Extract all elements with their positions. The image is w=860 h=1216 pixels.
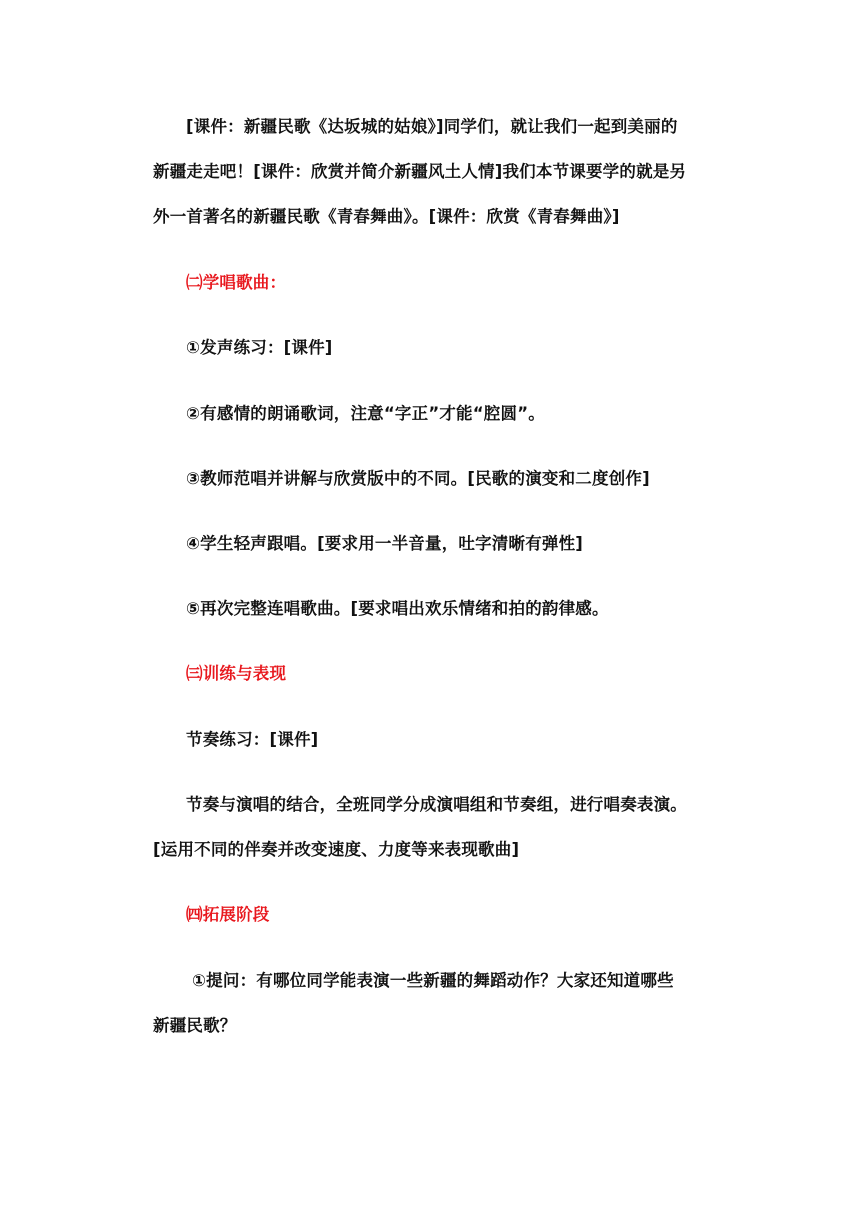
- rhythm-practice: 节奏练习：[课件]: [186, 730, 319, 749]
- combine-line-1: 节奏与演唱的结合，全班同学分成演唱组和节奏组，进行唱奏表演。: [186, 795, 687, 814]
- step-5: ⑤再次完整连唱歌曲。[要求唱出欢乐情绪和拍的韵律感。: [186, 599, 609, 618]
- section-two-heading: ㈡学唱歌曲：: [186, 273, 287, 292]
- question-paragraph: [153, 958, 713, 1048]
- combine-line-2: [运用不同的伴奏并改变速度、力度等来表现歌曲]: [153, 840, 520, 859]
- section-three-heading: ㈢训练与表现: [186, 664, 287, 683]
- intro-line-1: [课件：新疆民歌《达坂城的姑娘》]同学们，就让我们一起到美丽的: [186, 117, 678, 136]
- step-1: ①发声练习：[课件]: [186, 338, 333, 357]
- intro-line-2: 新疆走走吧！[课件：欣赏并简介新疆风土人情]我们本节课要学的就是另: [153, 162, 687, 181]
- step-2: ②有感情的朗诵歌词，注意“字正”才能“腔圆”。: [186, 404, 545, 423]
- question-line-1: ①提问：有哪位同学能表演一些新疆的舞蹈动作？大家还知道哪些: [192, 971, 674, 990]
- intro-paragraph: [153, 104, 713, 239]
- combine-paragraph: [153, 782, 713, 872]
- section-four-heading: ㈣拓展阶段: [186, 905, 270, 924]
- intro-line-3: 外一首著名的新疆民歌《青春舞曲》。[课件：欣赏《青春舞曲》]: [153, 207, 620, 226]
- step-4: ④学生轻声跟唱。[要求用一半音量，吐字清晰有弹性]: [186, 534, 584, 553]
- step-3: ③教师范唱并讲解与欣赏版中的不同。[民歌的演变和二度创作]: [186, 469, 650, 488]
- question-line-2: 新疆民歌？: [153, 1016, 237, 1035]
